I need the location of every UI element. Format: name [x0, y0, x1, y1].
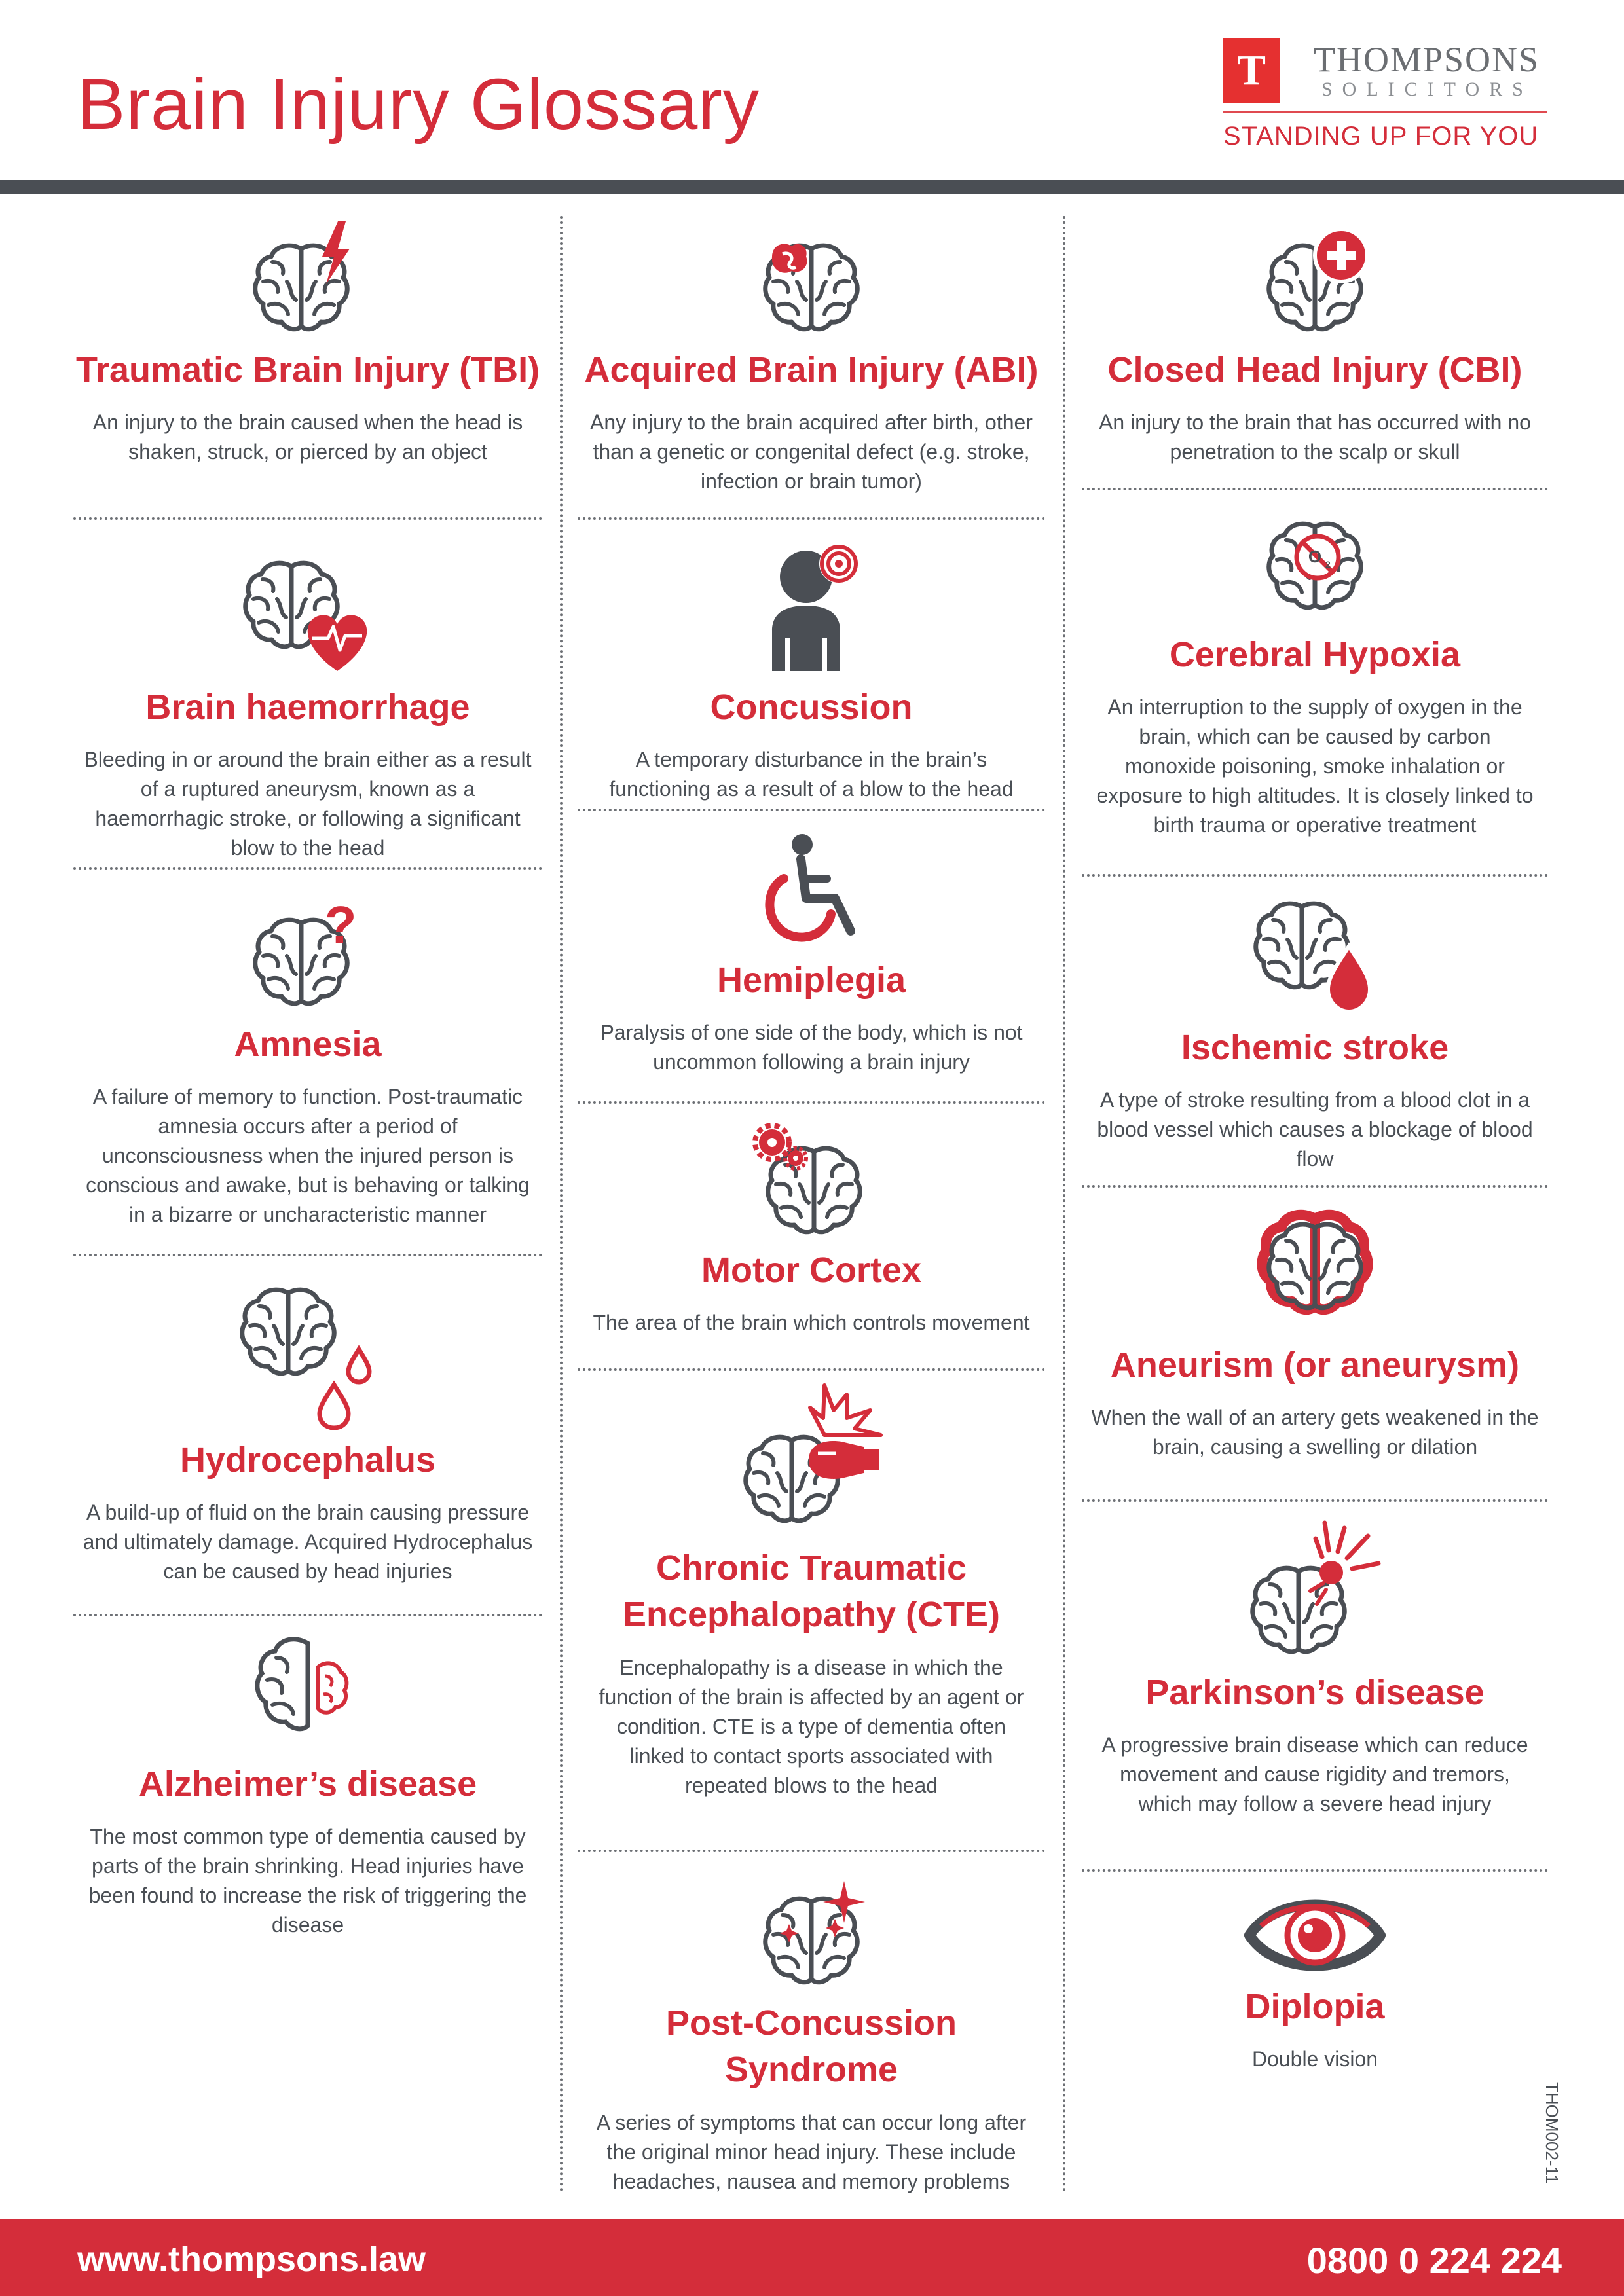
- entry-title: Ischemic stroke: [1181, 1028, 1449, 1067]
- column-divider: [560, 216, 563, 2193]
- glossary-entry: [73, 540, 542, 870]
- entry-title: Parkinson’s disease: [1145, 1673, 1485, 1712]
- glossary-entry: [1082, 1886, 1548, 2102]
- entry-description: A progressive brain disease which can reduce movement and cause rigidity and tremors, which may follow a severe head injury: [1101, 1733, 1528, 1816]
- entry-title: Diplopia: [1245, 1987, 1385, 2026]
- entry-title: Acquired Brain Injury (ABI): [584, 350, 1039, 390]
- entry-description: Encephalopathy is a disease in which the function of the brain is affected by an agent or condition. CTE is a type of dementia often linked to contact sports associated with repeated blows to the head: [599, 1655, 1024, 1797]
- brain-no-oxygen-icon: [1249, 501, 1380, 632]
- entry-description: Any injury to the brain acquired after birth, other than a genetic or congenital defect (e.g. stroke, infection or brain tumor): [590, 410, 1033, 494]
- glossary-entry: [1082, 216, 1548, 490]
- entry-title: Motor Cortex: [701, 1250, 921, 1290]
- brain-burst-icon: [1240, 1519, 1390, 1669]
- brain-boxing-glove-icon: [726, 1381, 896, 1545]
- header-bar: [0, 180, 1624, 194]
- entry-title: Closed Head Injury (CBI): [1107, 350, 1522, 390]
- document-reference: THOM002-11: [1542, 2082, 1562, 2184]
- glossary-entry: [578, 1869, 1045, 2193]
- brain-shrinking-icon: [242, 1630, 373, 1761]
- svg-text:O: O: [1308, 547, 1322, 566]
- glossary-entry: [1082, 1205, 1548, 1502]
- entry-description: Paralysis of one side of the body, which is not uncommon following a brain injury: [600, 1021, 1023, 1074]
- glossary-entry: [578, 540, 1045, 811]
- entry-description: The area of the brain which controls movement: [593, 1311, 1030, 1335]
- glossary-entry: [1082, 887, 1548, 1188]
- entry-description: A series of symptoms that can occur long after the original minor head injury. These include headaches, nausea and memory problems: [596, 2110, 1027, 2193]
- glossary-entry: [73, 216, 542, 520]
- glossary-entry: [1082, 501, 1548, 877]
- entry-description: When the wall of an artery gets weakened in the brain, causing a swelling or dilation: [1091, 1406, 1539, 1459]
- glossary-entry: [73, 1630, 542, 1958]
- logo-subtitle: SOLICITORS: [1321, 79, 1533, 100]
- entry-description: An interruption to the supply of oxygen in the brain, which can be caused by carbon monoxide poisoning, smoke inhalation or exposure to high altitudes. It is closely linked to birth trauma or operative treatment: [1096, 695, 1534, 837]
- entry-title: Hydrocephalus: [179, 1440, 436, 1480]
- entry-title: Hemiplegia: [716, 960, 906, 1000]
- brain-gears-icon: [746, 1116, 877, 1247]
- footer-bar: [0, 2219, 1624, 2296]
- entry-description: An injury to the brain that has occurred with no penetration to the scalp or skull: [1099, 410, 1531, 464]
- entry-title: Amnesia: [234, 1025, 382, 1064]
- brain-lightning-icon: [242, 216, 373, 347]
- entry-title: Concussion: [710, 687, 913, 727]
- logo-name: THOMPSONS: [1314, 40, 1540, 79]
- entry-description: A build-up of fluid on the brain causing pressure and ultimately damage. Acquired Hydrocephalus can be caused by head injuries: [83, 1501, 533, 1584]
- entry-title: Alzheimer’s disease: [138, 1764, 477, 1804]
- thompsons-logo[interactable]: [1223, 38, 1547, 156]
- brain-question-icon: [242, 890, 373, 1021]
- entry-title: Chronic Traumatic Encephalopathy (CTE): [622, 1548, 1001, 1635]
- svg-text:?: ?: [324, 896, 357, 954]
- brain-droplets-icon: [229, 1273, 386, 1437]
- entry-title: Aneurism (or aneurysm): [1110, 1345, 1520, 1385]
- glossary-entry: [1082, 1519, 1548, 1872]
- website-link[interactable]: www.thompsons.law: [77, 2240, 426, 2279]
- entry-title: Traumatic Brain Injury (TBI): [75, 350, 540, 390]
- glossary-entry: [578, 826, 1045, 1104]
- entry-description: Bleeding in or around the brain either as a result of a ruptured aneurysm, known as a haemorrhagic stroke, or following a significant blow to the head: [84, 748, 532, 860]
- glossary-entry: [578, 216, 1045, 520]
- eye-icon: [1243, 1886, 1387, 1984]
- glossary-entry: [73, 1273, 542, 1616]
- entry-description: A temporary disturbance in the brain’s functioning as a result of a blow to the head: [609, 748, 1014, 801]
- glossary-entry: [578, 1116, 1045, 1371]
- logo-tagline: STANDING UP FOR YOU: [1223, 122, 1539, 151]
- column-divider: [1063, 216, 1065, 2193]
- entry-description: A failure of memory to function. Post-traumatic amnesia occurs after a period of unconsciousness when the injured person is conscious and awake, but is behaving or talking in a bizarre or uncharacteristic manner: [86, 1085, 530, 1227]
- entry-description: Double vision: [1251, 2047, 1378, 2071]
- glossary-entry: [73, 890, 542, 1256]
- brain-blood-drop-icon: [1243, 887, 1387, 1025]
- brain-outline-red-icon: [1246, 1205, 1384, 1342]
- entry-title: Cerebral Hypoxia: [1169, 635, 1461, 674]
- svg-text:2: 2: [1325, 559, 1331, 570]
- logo-mark: T: [1223, 38, 1280, 103]
- wheelchair-icon: [746, 826, 877, 957]
- brain-plus-icon: [1249, 216, 1380, 347]
- glossary-entry: [578, 1381, 1045, 1852]
- logo-divider: [1223, 111, 1547, 113]
- entry-title: Brain haemorrhage: [145, 687, 470, 727]
- phone-number[interactable]: 0800 0 224 224: [1306, 2240, 1562, 2281]
- brain-sparkles-icon: [746, 1869, 877, 2000]
- entry-description: An injury to the brain caused when the head is shaken, struck, or pierced by an object: [92, 410, 523, 464]
- page-title: Brain Injury Glossary: [77, 64, 760, 145]
- brain-highlight-icon: [746, 216, 877, 347]
- entry-title: Post-Concussion Syndrome: [665, 2003, 957, 2090]
- brain-heart-icon: [232, 540, 383, 684]
- person-target-icon: [746, 540, 877, 684]
- entry-description: A type of stroke resulting from a blood clot in a blood vessel which causes a blockage of blood flow: [1097, 1088, 1533, 1171]
- entry-description: The most common type of dementia caused by parts of the brain shrinking. Head injuries have been found to increase the risk of triggering the disease: [88, 1825, 527, 1937]
